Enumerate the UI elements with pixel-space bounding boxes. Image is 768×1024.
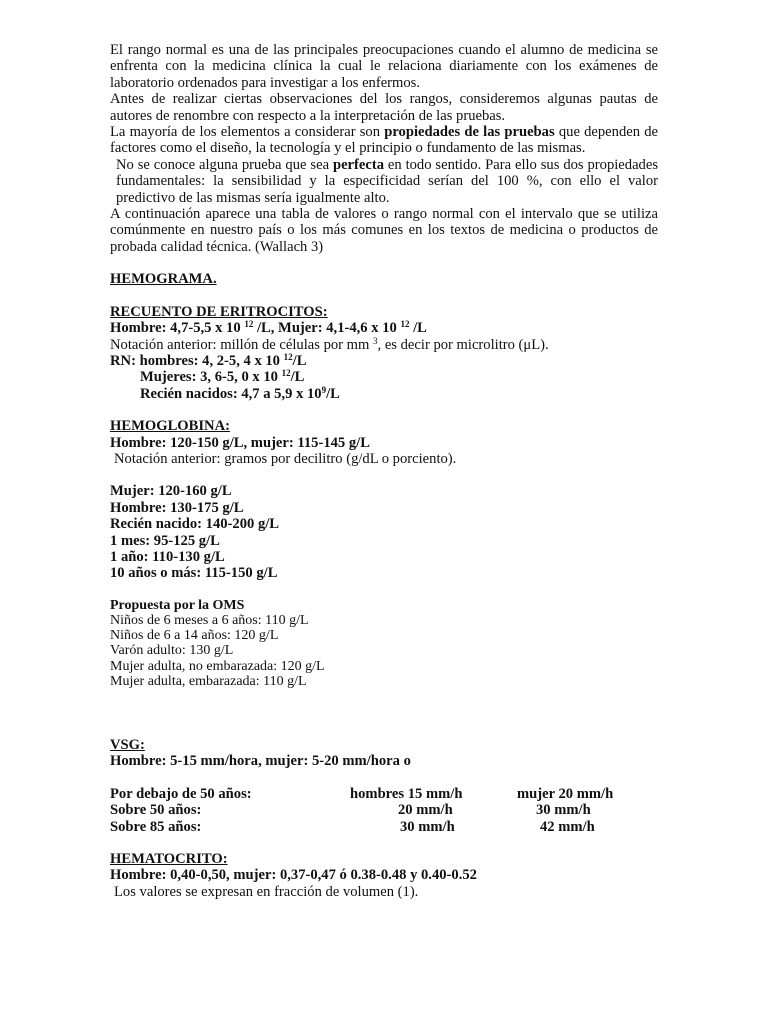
vsg-table-row: [110, 802, 658, 818]
hemoglobina-list-item: Recién nacido: 140-200 g/L: [110, 516, 280, 533]
intro-p3-bold: propiedades de las pruebas: [384, 124, 555, 141]
document-page: [110, 42, 658, 900]
intro-paragraph-1: El rango normal es una de las principales preocupaciones cuando el alumno de medicina se enfrenta con la medicina clínica la cual le relaciona diariamente con los exámenes de laboratorio ordenados para investigar a los enfermos.: [110, 42, 658, 91]
vsg-row-label: Sobre 85 años:: [110, 818, 202, 835]
eritrocitos-l1-a: Hombre: 4,7-5,5 x 10: [110, 320, 245, 337]
eritrocitos-line-5: [110, 386, 658, 402]
eritrocitos-l4-sup: 12: [281, 368, 291, 379]
eritrocitos-line-1: [110, 320, 658, 336]
vsg-heading: VSG:: [110, 737, 145, 753]
hemoglobina-list-item: 10 años o más: 115-150 g/L: [110, 565, 278, 582]
hemoglobina-line-1: Hombre: 120-150 g/L, mujer: 115-145 g/L: [110, 434, 370, 451]
eritrocitos-l5-sup: 9: [321, 384, 327, 395]
oms-item: Mujer adulta, no embarazada: 120 g/L: [110, 658, 325, 674]
oms-heading: Propuesta por la OMS: [110, 597, 245, 613]
vsg-row-men: hombres 15 mm/h: [350, 785, 463, 802]
eritrocitos-l2-sup: 3: [373, 335, 378, 346]
eritrocitos-line-2: [110, 337, 658, 353]
eritrocitos-l5-a: Recién nacidos: 4,7 a 5,9 x 10: [140, 385, 322, 402]
oms-item: Niños de 6 meses a 6 años: 110 g/L: [110, 612, 309, 628]
eritrocitos-l1-b: /L, Mujer: 4,1-4,6 x 10: [253, 320, 401, 337]
hemograma-heading: HEMOGRAMA.: [110, 271, 217, 288]
vsg-row-women: 30 mm/h: [536, 802, 591, 819]
hemoglobina-line-2: Notación anterior: gramos por decilitro (g/dL o porciento).: [114, 450, 457, 467]
vsg-row-women: 42 mm/h: [540, 818, 595, 835]
intro-p4-bold: perfecta: [332, 156, 384, 173]
intro-paragraph-3: [110, 124, 658, 157]
eritrocitos-l2-a: Notación anterior: millón de células por mm: [110, 336, 374, 353]
hemoglobina-list-item: Mujer: 120-160 g/L: [110, 483, 232, 500]
intro-p3-text-a: La mayoría de los elementos a considerar son: [110, 124, 385, 141]
eritrocitos-l1-sup2: 12: [400, 319, 410, 330]
eritrocitos-heading: RECUENTO DE ERITROCITOS:: [110, 303, 328, 320]
vsg-line-1: Hombre: 5-15 mm/hora, mujer: 5-20 mm/hora o: [110, 753, 411, 770]
eritrocitos-l5-b: /L: [326, 385, 340, 402]
vsg-row-label: Sobre 50 años:: [110, 802, 202, 819]
eritrocitos-line-4: [110, 369, 658, 385]
intro-p4-text-c: en todo sentido. Para ello sus dos propiedades fundamentales: la sensibilidad y la especificidad serían del 100 %, con ello el valor predictivo de las mismas sería igualmente alto.: [116, 156, 658, 206]
eritrocitos-l3-a: RN: hombres: 4, 2-5, 4 x 10: [110, 352, 284, 369]
hemoglobina-list-item: Hombre: 130-175 g/L: [110, 499, 244, 516]
oms-item: Niños de 6 a 14 años: 120 g/L: [110, 628, 279, 644]
vsg-table-row: [110, 819, 658, 835]
vsg-table-row: [110, 786, 658, 802]
eritrocitos-l1-sup1: 12: [244, 319, 254, 330]
vsg-row-men: 20 mm/h: [398, 802, 453, 819]
hematocrito-line-2: Los valores se expresan en fracción de volumen (1).: [114, 883, 419, 900]
oms-item: Mujer adulta, embarazada: 110 g/L: [110, 673, 307, 689]
vsg-row-label: Por debajo de 50 años:: [110, 785, 252, 802]
hemoglobina-list-item: 1 año: 110-130 g/L: [110, 548, 225, 565]
hemoglobina-list-item: 1 mes: 95-125 g/L: [110, 532, 220, 549]
eritrocitos-l3-b: /L: [292, 352, 307, 369]
eritrocitos-line-3: [110, 353, 658, 369]
oms-item: Varón adulto: 130 g/L: [110, 643, 234, 659]
intro-paragraph-4: [110, 157, 658, 206]
hematocrito-line-1: Hombre: 0,40-0,50, mujer: 0,37-0,47 ó 0.38-0.48 y 0.40-0.52: [110, 867, 477, 884]
intro-paragraph-5: A continuación aparece una tabla de valores o rango normal con el intervalo que se utiliza comúnmente en nuestro país o los más comunes en los textos de medicina o productos de probada calidad técnica. (Wallach 3): [110, 206, 658, 255]
hematocrito-heading: HEMATOCRITO:: [110, 850, 228, 867]
eritrocitos-l1-c: /L: [409, 320, 427, 337]
intro-p4-text-a: No se conoce alguna prueba que sea: [116, 156, 333, 173]
intro-p3-text-c: que dependen de factores como el diseño, la tecnología y el principio o fundamento de las mismas.: [110, 124, 658, 157]
eritrocitos-l4-b: /L: [290, 369, 305, 386]
eritrocitos-l4-a: Mujeres: 3, 6-5, 0 x 10: [140, 369, 282, 386]
hemoglobina-heading: HEMOGLOBINA:: [110, 418, 230, 435]
eritrocitos-l2-b: , es decir por microlitro (μL).: [377, 336, 549, 353]
intro-paragraph-2: Antes de realizar ciertas observaciones del los rangos, consideremos algunas pautas de autores de renombre con respecto a la interpretación de las pruebas.: [110, 91, 658, 124]
vsg-row-men: 30 mm/h: [400, 818, 455, 835]
vsg-row-women: mujer 20 mm/h: [517, 785, 614, 802]
eritrocitos-l3-sup: 12: [283, 351, 293, 362]
